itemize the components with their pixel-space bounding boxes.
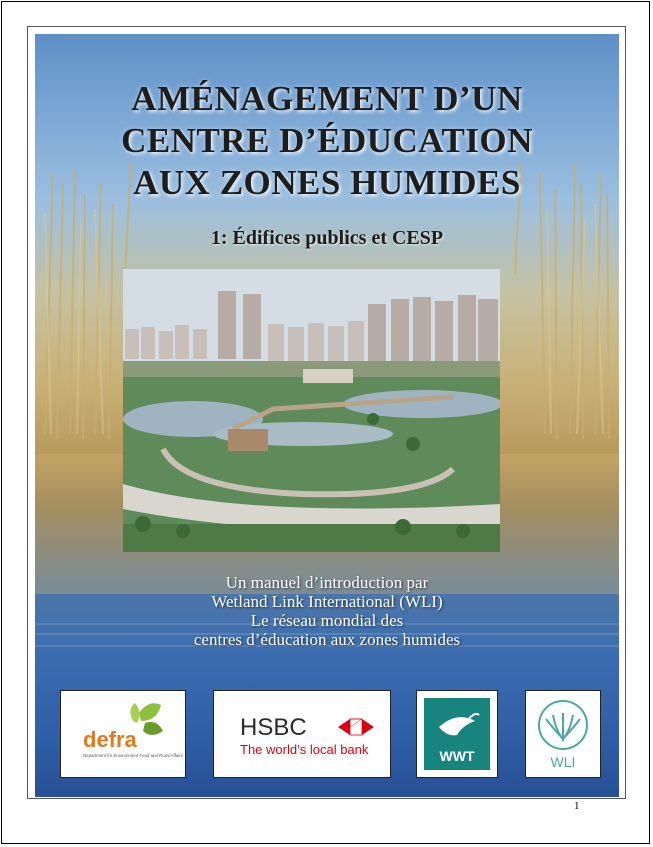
description-line-3: Le réseau mondial des <box>250 611 404 630</box>
cover-page <box>35 34 619 797</box>
hsbc-logo <box>213 690 391 778</box>
page-number: 1 <box>574 800 580 812</box>
wwt-wordmark: WWT <box>439 748 475 764</box>
wli-logo <box>525 690 601 778</box>
description-line-1: Un manuel d’introduction par <box>225 573 429 592</box>
defra-leaf-icon <box>61 691 185 777</box>
defra-logo <box>60 690 186 778</box>
wli-wordmark: WLI <box>550 754 576 770</box>
wwt-logo <box>416 690 498 778</box>
cover-subtitle: 1: Édifices publics et CESP <box>210 227 444 249</box>
wetland-park-illustration <box>123 269 500 552</box>
hsbc-tagline: The world’s local bank <box>240 742 369 757</box>
hsbc-hexagon-icon <box>214 691 390 777</box>
cover-title-line-1: AMÉNAGEMENT D’UN <box>131 79 523 118</box>
description-line-2: Wetland Link International (WLI) <box>211 592 443 611</box>
defra-tagline: Department for Environment Food and Rural Affairs <box>83 753 183 758</box>
hsbc-wordmark: HSBC <box>240 714 307 741</box>
cover-title-line-3: AUX ZONES HUMIDES <box>133 163 521 202</box>
description-line-4: centres d’éducation aux zones humides <box>193 630 461 649</box>
wli-plant-icon <box>526 691 600 777</box>
wwt-swan-icon <box>417 691 497 777</box>
cover-title-line-2: CENTRE D’ÉDUCATION <box>121 121 533 160</box>
defra-wordmark: defra <box>83 727 137 752</box>
wetland-park-photo <box>123 269 500 552</box>
